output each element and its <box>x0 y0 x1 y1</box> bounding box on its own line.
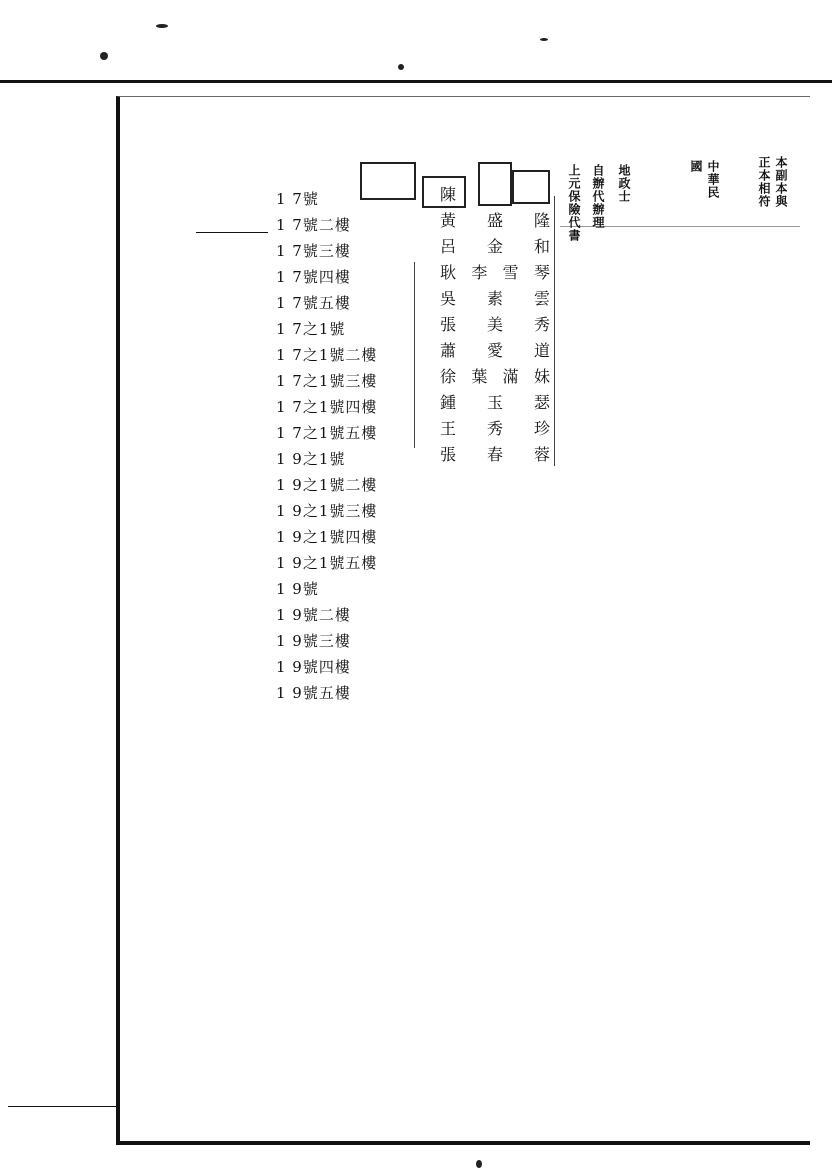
address-entry: 1 9號四樓 <box>276 658 351 676</box>
name-char: 瑟 <box>533 393 550 412</box>
name-char: 盛 <box>486 211 503 230</box>
owner-name <box>440 286 550 312</box>
name-char: 素 <box>486 289 503 308</box>
owner-name <box>440 312 550 338</box>
address-list <box>276 186 426 706</box>
name-char: 王 <box>440 419 457 438</box>
name-char: 吳 <box>440 289 457 308</box>
address-entry: 1 9之1號 <box>276 450 346 468</box>
header-vertical-text: 中華民國 <box>689 160 720 199</box>
owner-name <box>440 364 550 390</box>
address-entry: 1 7號五樓 <box>276 294 351 312</box>
address-entry: 1 9號 <box>276 580 319 598</box>
name-char: 滿 <box>502 367 519 386</box>
margin-mark <box>8 1106 116 1107</box>
address-entry: 1 9號五樓 <box>276 684 351 702</box>
scan-speck <box>100 52 108 60</box>
owner-name <box>440 390 550 416</box>
address-entry: 1 7之1號四樓 <box>276 398 378 416</box>
scan-speck <box>398 64 404 70</box>
name-char: 春 <box>486 445 503 464</box>
owner-name <box>440 260 550 286</box>
header-vertical-text: 上元保險代書 <box>567 164 581 242</box>
address-entry: 1 9之1號三樓 <box>276 502 378 520</box>
name-char: 張 <box>440 315 457 334</box>
name-char: 陳 <box>440 185 457 204</box>
margin-mark <box>196 232 268 233</box>
name-char: 蕭 <box>440 341 457 360</box>
owner-name <box>440 442 550 468</box>
address-entry: 1 9之1號五樓 <box>276 554 378 572</box>
name-char: 妹 <box>533 367 550 386</box>
owner-name-list <box>440 182 550 468</box>
address-entry: 1 7之1號 <box>276 320 346 338</box>
name-char: 耿 <box>440 263 457 282</box>
address-entry: 1 9之1號四樓 <box>276 528 378 546</box>
address-entry: 1 7號二樓 <box>276 216 351 234</box>
name-char: 鍾 <box>440 393 457 412</box>
name-char: 秀 <box>486 419 503 438</box>
address-entry: 1 7之1號五樓 <box>276 424 378 442</box>
scan-speck <box>156 24 168 28</box>
address-entry: 1 9之1號二樓 <box>276 476 378 494</box>
name-char: 珍 <box>533 419 550 438</box>
address-entry: 1 7之1號二樓 <box>276 346 378 364</box>
name-char: 張 <box>440 445 457 464</box>
name-char: 李 <box>471 263 488 282</box>
header-vertical-text: 地政士 <box>617 164 631 203</box>
name-char: 雲 <box>533 289 550 308</box>
owner-name <box>440 182 550 208</box>
name-char: 蓉 <box>533 445 550 464</box>
scan-speck <box>540 38 548 41</box>
owner-name <box>440 338 550 364</box>
address-entry: 1 9號三樓 <box>276 632 351 650</box>
address-entry: 1 7號三樓 <box>276 242 351 260</box>
name-char: 玉 <box>486 393 503 412</box>
name-char: 美 <box>486 315 503 334</box>
name-char: 琴 <box>533 263 550 282</box>
name-char: 隆 <box>533 211 550 230</box>
name-char: 黃 <box>440 211 457 230</box>
name-char: 呂 <box>440 237 457 256</box>
address-entry: 1 7號 <box>276 190 319 208</box>
address-entry: 1 7號四樓 <box>276 268 351 286</box>
name-char: 徐 <box>440 367 457 386</box>
name-char: 秀 <box>533 315 550 334</box>
header-vertical-text: 本副本與正本相符 <box>757 156 788 208</box>
name-char: 金 <box>486 237 503 256</box>
owner-name <box>440 416 550 442</box>
owner-name <box>440 234 550 260</box>
address-entry: 1 9號二樓 <box>276 606 351 624</box>
name-char: 和 <box>533 237 550 256</box>
scan-speck <box>476 1160 482 1168</box>
name-char: 葉 <box>471 367 488 386</box>
column-divider <box>414 262 415 448</box>
owner-name <box>440 208 550 234</box>
address-entry: 1 7之1號三樓 <box>276 372 378 390</box>
name-char: 道 <box>533 341 550 360</box>
name-char: 雪 <box>502 263 519 282</box>
top-border-line <box>0 80 832 83</box>
header-vertical-text: 自辦代辦理 <box>591 164 605 229</box>
name-char: 愛 <box>486 341 503 360</box>
column-divider <box>554 196 555 466</box>
